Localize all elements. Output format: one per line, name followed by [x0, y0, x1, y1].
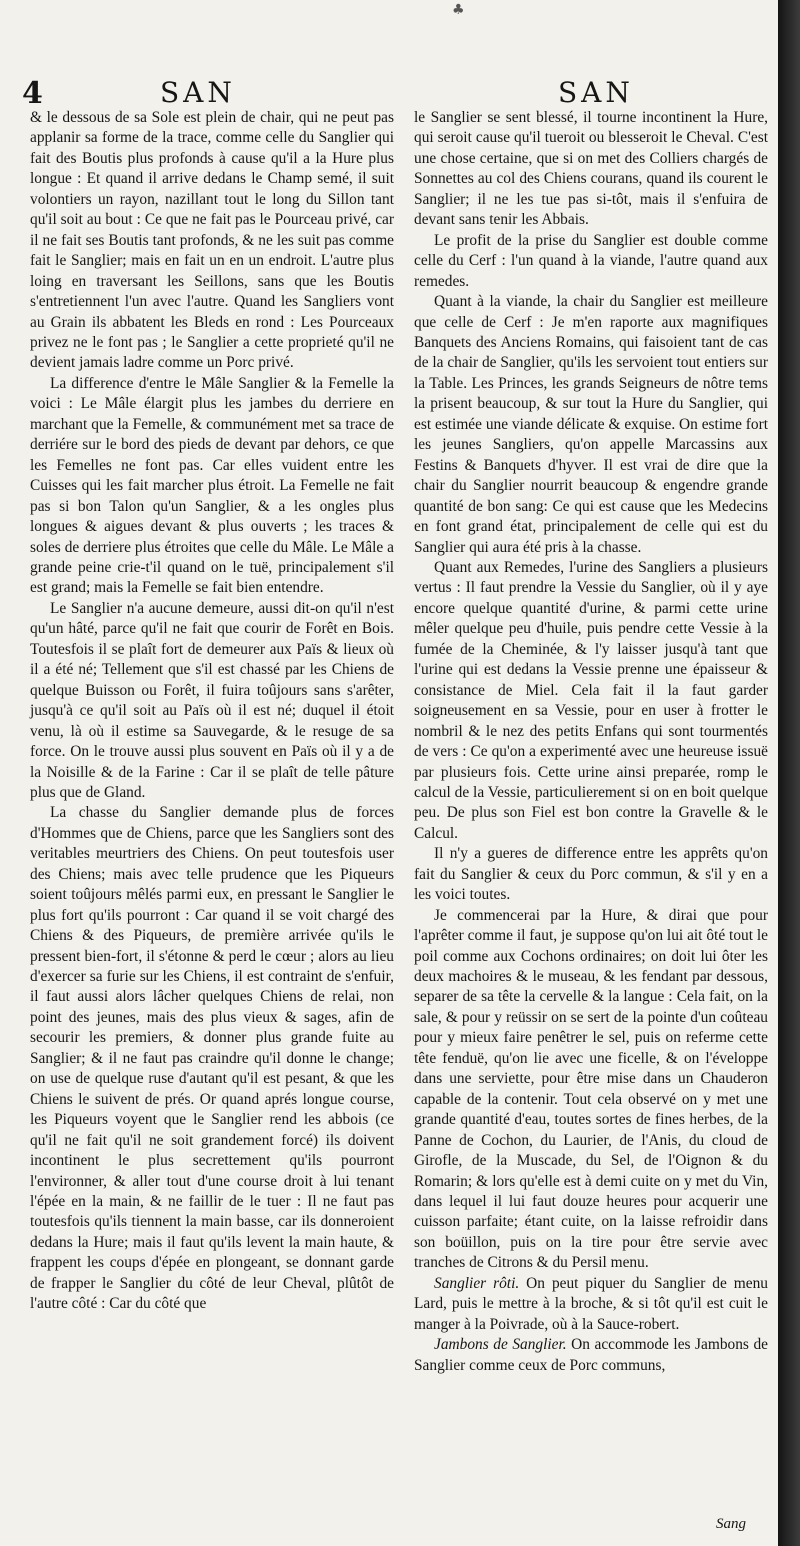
- paragraph: Il n'y a gueres de difference entre les apprêts qu'on fait du Sanglier & ceux du Porc commun, & s'il y en a les voici toutes.: [414, 845, 768, 904]
- printer-ornament: ♣: [452, 2, 465, 18]
- catchword: Sang: [716, 1516, 746, 1532]
- running-head-left: SAN: [160, 76, 236, 109]
- rubric-jambons: Jambons de Sanglier.: [434, 1336, 567, 1354]
- paragraph-sanglier-roti: [414, 1274, 768, 1335]
- rubric-sanglier-roti: Sanglier rôti.: [434, 1274, 520, 1292]
- left-column: [30, 108, 394, 1315]
- paragraph-jambons: [414, 1335, 768, 1376]
- paragraph: Je commencerai par la Hure, & dirai que pour l'aprêter comme il faut, je suppose qu'on lui ait ôté tout le poil comme aux Cochons ordinaires; on doit lui ôter les deux machoires & le museau, & les fendant par dessous, separer de sa tête la cervelle & la langue : Cela fait, on la sale, & pour y reüssir on se sert de la pointe d'un coûteau pour y mieux faire penêtrer le sel, puis on referme cette tête fenduë, qu'on lie avec une ficelle, & on l'éveloppe dans une serviette, pour être mise dans un Chauderon capable de la contenir. Tout cela observé on y met une grande quantité d'eau, toutes sortes de fines herbes, de la Panne de Cochon, du Laurier, de l'Anis, du cloud de Girofle, de la Muscade, du Sel, de l'Oignon & du Romarin; & lors qu'elle est à demi cuite on y met du Vin, dans lequel il lui faut douze heures pour acquerir une cuisson parfaite; étant cuite, on la laisse refroidir dans son boüillon, puis on la tire pour être servie avec tranches de Citrons & du Persil menu.: [414, 906, 768, 1272]
- paragraph: La chasse du Sanglier demande plus de forces d'Hommes que de Chiens, parce que les Sangliers sont des veritables meurtriers des Chiens. On peut toutesfois user des Chiens; mais avec telle prudence que les Piqueurs soient toûjours mêlés parmi eux, en pressant le Sanglier le plus fort qu'ils pourront : Car quand il se voit chargé des Chiens & des Piqueurs, de première arrivée qu'ils le pressent bien-fort, il s'étonne & perd le cœur ; alors au lieu d'exercer sa furie sur les Chiens, il est contraint de s'enfuir, il faut aussi alors lâcher quelques Chiens de relai, non point des jeunes, mais des plus vieux & sages, afin de secourir les premiers, & donner plus grande fuite au Sanglier; & il ne faut pas craindre qu'il donne le change; on use de quelque ruse d'autant qu'il est pesant, & que les Chiens le suivent de prés. Or quand aprés longue course, les Piqueurs voyent que le Sanglier rend les abbois (ce qu'il ne fait qu'il ne soit grandement forcé) ils doivent incontinent le plus secrettement qu'ils pourront l'environner, & aller tout d'une course droit à lui tenant l'épée en la main, & ne faillir de le tuer : Il ne faut pas toutesfois qu'ils tiennent la main basse, car ils donneroient dedans la Hure; mais il faut qu'ils levent la main haute, & frappent les coups d'épée en plongeant, se donnant garde de frapper le Sanglier du côté de leur Cheval, plûtôt de l'autre côté : Car du côté que: [30, 804, 394, 1313]
- page-edge: [778, 0, 800, 1546]
- running-head-right: SAN: [558, 76, 634, 109]
- paragraph: Quant à la viande, la chair du Sanglier est meilleure que celle de Cerf : Je m'en raporte aux magnifiques Banquets des Anciens Romains, qui faisoient tant de cas de la chair de Sanglier, qu'ils les servoient tout entiers sur la Table. Les Princes, les grands Seigneurs de nôtre tems la prisent beaucoup, & sur tout la Hure du Sanglier, qui est estimée une viande délicate & exquise. On estime fort les jeunes Sangliers, qu'on appelle Marcassins aux Festins & Banquets d'hyver. Il est vrai de dire que la chair du Sanglier nourrit beaucoup & engendre grande quantité de bon sang: Ce qui est cause que les Medecins en font grand état, principalement de celle qui est du Sanglier qui aura été pris à la chasse.: [414, 293, 768, 556]
- paragraph: Quant aux Remedes, l'urine des Sangliers a plusieurs vertus : Il faut prendre la Vessie du Sanglier, où il y aye encore quelque quantité d'urine, & parmi cette urine mêler quelque peu d'huile, puis pendre cette Vessie à la fumée de la Cheminée, & l'y laisser jusqu'à tant que l'urine qui est dedans la Vessie prenne une épaisseur & consistance de Miel. Cela fait il la faut garder soigneusement en sa Vessie, pour en user à frotter le nombril & le nez des petits Enfans qui sont tourmentés de vers : Ce qu'on a experimenté avec une heureuse issuë par plusieurs fois. Cette urine ainsi preparée, romp le calcul de la Vessie, particulierement si on en boit quelque peu. De plus son Fiel est bon contre la Gravelle & le Calcul.: [414, 558, 768, 842]
- paragraph: La difference d'entre le Mâle Sanglier & la Femelle la voici : Le Mâle élargit plus les jambes du derriere en marchant que la Femelle, & communément met sa trace de derriére sur le bord des pieds de devant par dehors, ce que les Femelles ne font pas. Car elles vuident entre les Cuisses qui les fait marcher plus étroit. La Femelle ne fait pas si bon Talon qu'un Sanglier, & a les ongles plus longues & aigues devant & plus ouverts ; les traces & soles de derriere plus étroites que celle du Mâle. Le Mâle a grande peine crie-t'il quand on le tuë, principalement s'il est grand; mais la Femelle se fait bien entendre.: [30, 374, 394, 597]
- page-number: 4: [22, 76, 43, 111]
- text-sanglier-roti: On peut piquer du Sanglier de menu Lard, puis le mettre à la broche, & si tôt qu'il est cuit le manger à la Poivrade, où à la Sauce-robert.: [414, 1274, 768, 1333]
- text-jambons: On accommode les Jambons de Sanglier comme ceux de Porc communs,: [414, 1336, 768, 1374]
- paragraph: Le profit de la prise du Sanglier est double comme celle du Cerf : l'un quand à la viande, l'autre quand aux remedes.: [414, 231, 768, 290]
- paragraph: le Sanglier se sent blessé, il tourne incontinent la Hure, qui seroit cause qu'il tueroit ou blesseroit le Cheval. C'est une chose certaine, que si on met des Colliers chargés de Sonnettes au col des Chiens courans, quand ils courent le Sanglier; il ne les tue pas si-tôt, mais il s'enfuira de devant sans tenir les Abbais.: [414, 109, 768, 229]
- right-column: [414, 108, 768, 1376]
- paragraph: Le Sanglier n'a aucune demeure, aussi dit-on qu'il n'est qu'un hâté, parce qu'il ne fait que courir de Forêt en Bois. Toutesfois il se plaît fort de demeurer aux Païs & lieux où il a été né; Tellement que s'il est chassé par les Chiens de quelque Buisson ou Forêt, il fuira toûjours sans s'arêter, jusqu'à ce qu'il soit au Païs où il est né; duquel il étoit venu, là où il estime sa Sauvegarde, & le resuge de sa force. On le trouve aussi plus souvent en Païs où il y a de la Noisille & de la Farine : Car il se plaît de telle pâture plus que de Gland.: [30, 599, 394, 801]
- paragraph: & le dessous de sa Sole est plein de chair, qui ne peut pas applanir sa forme de la trace, comme celle du Sanglier qui fait des Boutis plus profonds à cause qu'il a la Hure plus longue : Et quand il arrive dedans le Champ semé, il suit volontiers un rayon, nazillant tout le long du Sillon tant qu'il soit au bout : Ce que ne fait pas le Pourceau privé, car il ne fait ses Boutis tant profonds, & ne les suit pas comme fait le Sanglier; mais en fait un en un endroit. L'autre plus loing en traversant les Seillons, sans que les Boutis s'entretiennent l'un avec l'autre. Quand les Sangliers vont au Grain ils abbatent les Bleds en rond : Les Pourceaux privez ne le font pas ; le Sanglier a cette proprieté qu'il ne devient jamais ladre comme un Porc privé.: [30, 109, 394, 372]
